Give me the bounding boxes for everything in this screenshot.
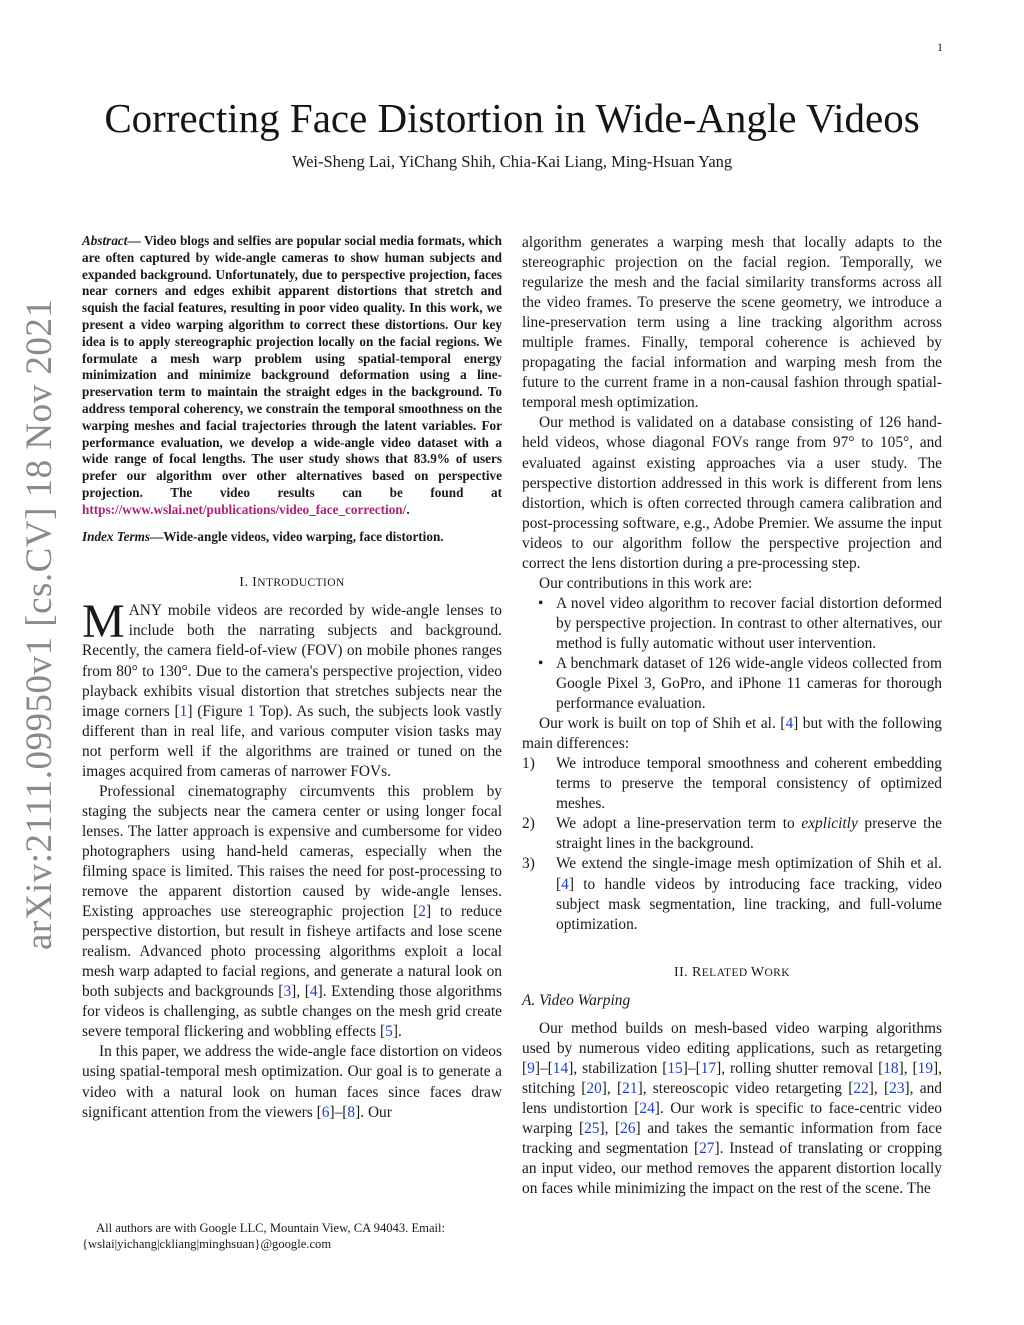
differences-intro: [522, 714, 942, 754]
author-list: Wei-Sheng Lai, YiChang Shih, Chia-Kai Liang, Ming-Hsuan Yang: [291, 152, 733, 171]
contributions-intro: Our contributions in this work are:: [539, 574, 753, 592]
citation-link[interactable]: 24: [639, 1099, 655, 1117]
related-work-paragraph: [522, 1019, 942, 1199]
subsection-heading-video-warping: A. Video Warping: [522, 991, 631, 1009]
abstract: [82, 233, 502, 519]
list-item: [522, 654, 942, 714]
arxiv-identifier-stamp: arXiv:2111.09950v1 [cs.CV] 18 Nov 2021: [19, 298, 60, 950]
section-smallcaps: ORK: [764, 966, 790, 979]
citation-link[interactable]: 27: [699, 1140, 715, 1158]
citation-link[interactable]: 2: [418, 903, 426, 921]
list-item-text: We adopt a line-preservation term to: [556, 815, 802, 833]
abstract-end: .: [406, 501, 410, 517]
section-initial: W: [750, 964, 765, 980]
abstract-label: Abstract: [82, 233, 128, 248]
section-initial: R: [691, 964, 702, 980]
right-paragraph-2: Our method is validated on a database consisting of 126 hand-held videos, whose diagonal FOVs range from 97° to 105°, and evaluated against existing approaches via a user study. The perspective distortion addressed in this work is different from lens distortion, which is often corrected through camera calibration and post-processing software, e.g., Adobe Premier. We assume the input videos to our algorithm follow the perspective projection and correct the lens distortion during a pre-processing step.: [522, 414, 942, 572]
right-column: [522, 233, 942, 1199]
body-text: ] and takes the semantic information from face tracking and segmentation [: [522, 1119, 942, 1158]
list-item-text: We introduce temporal smoothness and coherent embedding terms to preserve the temporal consistency of optimized meshes.: [556, 755, 942, 813]
body-text: Our method builds on mesh-based video warping algorithms used by numerous video editing applications, such as retargeting [: [522, 1019, 942, 1077]
body-text: ]–[: [534, 1059, 553, 1077]
citation-link[interactable]: 20: [586, 1079, 602, 1097]
author-footnote: [82, 1220, 502, 1252]
list-number: 2): [522, 815, 535, 833]
list-item-text: A benchmark dataset of 126 wide-angle videos collected from Google Pixel 3, GoPro, and iPhone 11 cameras for thorough performance evaluation.: [556, 654, 942, 713]
list-item: [522, 854, 942, 934]
intro-paragraph-3: [82, 1042, 502, 1122]
list-item-text: We extend the single-image mesh optimization of Shih et al. [: [556, 855, 942, 893]
project-url-link[interactable]: https://www.wslai.net/publications/video_face_correction/: [82, 501, 407, 517]
list-item: [522, 814, 942, 854]
intro-text: ANY mobile videos are recorded by wide-angle lenses to include both the narrating subjects and background. Recently, the camera field-of-view (FOV) on mobile phones ranges from 80° to 130°. Due to the camera's perspective projection, video playback exhibits visual distortion that stretches subjects near the image corners [: [82, 602, 502, 720]
footnote-emails: {wslai|yichang|ckliang|minghsuan}@google.com: [82, 1237, 332, 1251]
list-item-text: ] to handle videos by introducing face tracking, video subject mask segmentation, line tracking, and full-volume optimization.: [556, 875, 942, 933]
body-text: ], stereoscopic video retargeting [: [637, 1079, 854, 1097]
list-item: [522, 594, 942, 654]
emphasis-text: explicitly: [801, 815, 858, 833]
section-numeral: II.: [674, 964, 692, 980]
body-text: ], [: [868, 1079, 890, 1097]
differences-list: [522, 754, 942, 934]
list-item-text: A novel video algorithm to recover facial distortion deformed by perspective projection. In contrast to other alternatives, our method is fully automatic without user intervention.: [556, 594, 942, 652]
figure-link[interactable]: 1: [247, 702, 256, 720]
citation-link[interactable]: 22: [853, 1079, 869, 1097]
citation-link[interactable]: 4: [785, 715, 794, 733]
intro-text: ]–[: [329, 1103, 348, 1121]
intro-text: Top). As such, the subjects look vastly different than in real life, and various computer vision tasks may not perform well if the algorithms are trained or tuned on the images acquired from cameras of narrower FOVs.: [82, 702, 503, 780]
page-number: 1: [937, 40, 943, 54]
body-text: ], rolling shutter removal [: [716, 1059, 884, 1077]
intro-text: ]. Our: [355, 1103, 392, 1121]
body-text: ], stabilization [: [568, 1059, 668, 1077]
body-text: ]. Instead of translating or cropping an input video, our method removes the apparent distortion locally on faces while minimizing the impact on the rest of the scene. The: [522, 1140, 942, 1198]
body-text: ]. Our work is specific to face-centric video warping [: [522, 1099, 942, 1137]
index-terms: [82, 529, 502, 546]
intro-text: ].: [392, 1023, 402, 1041]
list-number: 3): [522, 855, 535, 873]
citation-link[interactable]: 4: [561, 875, 569, 893]
intro-text: ] (Figure: [187, 702, 248, 720]
body-text: ], and lens undistortion [: [522, 1079, 942, 1117]
abstract-text: Video blogs and selfies are popular social media formats, which are often captured by wide-angle cameras to show human subjects and expanded background. Unfortunately, due to perspective projection, faces near corners and edges exhibit apparent distortions that stretch and squish the facial features, resulting in poor video quality. In this work, we present a video warping algorithm to correct these distortions. Our key idea is to apply stereographic projection locally on the facial regions. We formulate a mesh warp problem using spatial-temporal energy minimization and minimize background deformation using a line-preservation term to maintain the straight edges in the background. To address temporal coherency, we constrain the temporal smoothness on the warping meshes and facial trajectories through the latent variables. For performance evaluation, we develop a wide-angle video dataset with a wide range of focal lengths. The user study shows that 83.9% of users prefer our algorithm over other alternatives based on perspective projection. The video results can be found at: [82, 233, 502, 500]
body-text: ], [: [898, 1059, 918, 1077]
body-text: ], [: [601, 1079, 623, 1097]
citation-link[interactable]: 23: [889, 1079, 905, 1097]
section-smallcaps: NTRODUCTION: [257, 577, 345, 590]
section-smallcaps: ELATED: [701, 966, 751, 979]
citation-link[interactable]: 5: [385, 1023, 393, 1041]
intro-text: ]. Extending those algorithms for videos is challenging, as subtle changes on the mesh grid create severe temporal flickering and wobbling effects [: [82, 983, 502, 1041]
citation-link[interactable]: 21: [622, 1079, 638, 1097]
right-paragraph-1: algorithm generates a warping mesh that locally adapts to the stereographic projection on the facial region. Temporally, we regularize the mesh and the facial similarity transforms across all the video frames. To preserve the scene geometry, we introduce a line-preservation term using a line tracking algorithm across multiple frames. Finally, temporal coherence is achieved by propagating the facial information and warping mesh from the future to the current frame in a non-causal fashion through spatial-temporal mesh optimization.: [522, 234, 942, 412]
citation-link[interactable]: 3: [283, 983, 292, 1001]
citation-link[interactable]: 14: [552, 1059, 569, 1077]
citation-link[interactable]: 18: [883, 1059, 899, 1077]
section-initial: I: [252, 575, 258, 591]
citation-link[interactable]: 9: [527, 1059, 535, 1077]
index-terms-label: Index Terms: [82, 528, 151, 544]
body-text: ] but with the following main differences:: [522, 715, 942, 753]
bullet-marker: •: [538, 654, 544, 672]
section-heading-related-work: [522, 963, 942, 983]
contributions-list: [522, 594, 942, 714]
index-terms-text: —Wide-angle videos, video warping, face distortion.: [150, 528, 444, 544]
body-text: ], [: [599, 1119, 621, 1137]
citation-link[interactable]: 1: [179, 702, 188, 720]
section-numeral: I.: [239, 575, 253, 591]
list-item: [522, 754, 942, 814]
intro-paragraph-1: [82, 595, 503, 781]
list-item-text: preserve the straight lines in the background.: [556, 815, 942, 853]
intro-text: Professional cinematography circumvents this problem by staging the subjects near the camera center or using longer focal lenses. The latter approach is expensive and cumbersome for video photographers using hand-held cameras, especially when the filming space is limited. This raises the need for post-processing to remove the apparent distortion caused by wide-angle lenses. Existing approaches use stereographic projection [: [82, 782, 502, 921]
citation-link[interactable]: 6: [321, 1103, 330, 1121]
bullet-marker: •: [538, 594, 544, 612]
footnote-text: All authors are with Google LLC, Mountain View, CA 94043. Email:: [96, 1221, 446, 1235]
citation-link[interactable]: 19: [917, 1059, 934, 1077]
abstract-dash: —: [127, 233, 144, 248]
section-heading-introduction: [82, 573, 502, 593]
body-text: ]–[: [682, 1059, 701, 1077]
citation-link[interactable]: 17: [700, 1059, 717, 1077]
intro-text: ], [: [291, 983, 310, 1001]
intro-paragraph-2: [82, 782, 502, 1043]
citation-link[interactable]: 4: [309, 983, 318, 1001]
body-text: Our work is built on top of Shih et al. [: [539, 715, 786, 733]
left-column: [82, 233, 502, 1123]
citation-link[interactable]: 25: [584, 1119, 600, 1137]
drop-cap: M: [82, 595, 125, 649]
body-text: ], stitching [: [522, 1059, 942, 1097]
citation-link[interactable]: 15: [667, 1059, 683, 1077]
intro-text: ] to reduce perspective distortion, but result in fisheye artifacts and lose scene realism. Advanced photo processing algorithms exploit a local mesh warp adapted to facial regions, and generate a natural look on both subjects and backgrounds [: [82, 903, 502, 1001]
paper-title: Correcting Face Distortion in Wide-Angle Videos: [104, 95, 920, 141]
list-number: 1): [522, 755, 535, 773]
citation-link[interactable]: 8: [347, 1103, 356, 1121]
intro-text: In this paper, we address the wide-angle face distortion on videos using spatial-temporal mesh optimization. Our goal is to generate a video with a natural look on human faces since faces draw significant attention from the viewers [: [82, 1043, 502, 1121]
citation-link[interactable]: 26: [620, 1119, 636, 1137]
